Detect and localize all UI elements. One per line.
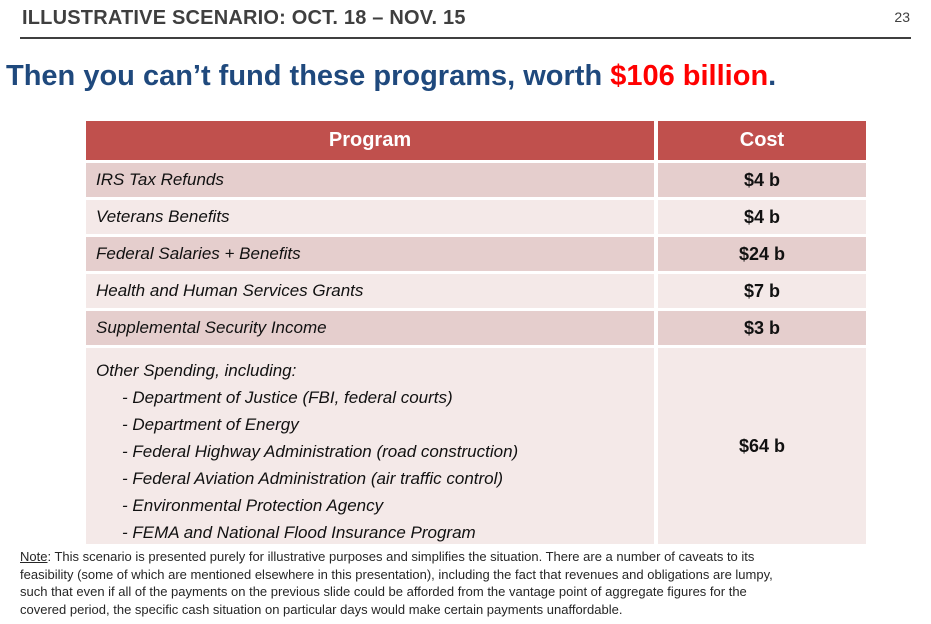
program-cell-veterans-benefits: Veterans Benefits [86, 200, 654, 234]
cost-cell-veterans-benefits: $4 b [658, 200, 866, 234]
footnote [20, 548, 920, 618]
headline-prefix: Then you can’t fund these programs, worth [6, 60, 611, 92]
headline-amount: $106 billion [610, 60, 769, 92]
programs-cost-table [86, 121, 866, 544]
footnote-line-3: such that even if all of the payments on the previous slide could be afforded from the vantage point of aggregate figures for the [20, 584, 747, 599]
headline-suffix: . [768, 60, 777, 92]
cost-cell-hhs-grants: $7 b [658, 274, 866, 308]
footnote-line-1 [20, 548, 920, 566]
cost-cell-irs-tax-refunds: $4 b [658, 163, 866, 197]
other-spending-item-doe: - Department of Energy [122, 415, 299, 434]
program-cell-federal-salaries: Federal Salaries + Benefits [86, 237, 654, 271]
footnote-label: Note [20, 549, 48, 564]
cost-cell-other-spending: $64 b [658, 348, 866, 544]
header-divider-line [20, 37, 911, 39]
program-cell-other-spending [86, 348, 654, 544]
slide-headline [6, 60, 926, 93]
footnote-line-4: covered period, the specific cash situation on particular days would make certain payments unaffordable. [20, 601, 623, 617]
page-number: 23 [894, 9, 910, 25]
footnote-line-2: feasibility (some of which are mentioned elsewhere in this presentation), including the fact that revenues and obligations are lumpy, [20, 566, 773, 582]
column-header-cost: Cost [658, 121, 866, 160]
other-spending-heading: Other Spending, including: [96, 361, 297, 380]
cost-cell-federal-salaries: $24 b [658, 237, 866, 271]
footnote-line-1-text: : This scenario is presented purely for illustrative purposes and simplifies the situation. There are a number of caveats to its [47, 549, 755, 564]
other-spending-item-fhwa: - Federal Highway Administration (road construction) [122, 442, 519, 461]
slide-header-title: ILLUSTRATIVE SCENARIO: OCT. 18 – NOV. 15 [22, 7, 466, 29]
column-header-program: Program [86, 121, 654, 160]
program-cell-hhs-grants: Health and Human Services Grants [86, 274, 654, 308]
other-spending-item-fema: - FEMA and National Flood Insurance Program [122, 523, 476, 542]
cost-cell-ssi: $3 b [658, 311, 866, 345]
program-cell-ssi: Supplemental Security Income [86, 311, 654, 345]
program-cell-irs-tax-refunds: IRS Tax Refunds [86, 163, 654, 197]
other-spending-item-epa: - Environmental Protection Agency [122, 496, 384, 515]
other-spending-item-doj: - Department of Justice (FBI, federal courts) [122, 388, 453, 407]
other-spending-item-faa: - Federal Aviation Administration (air traffic control) [122, 469, 504, 488]
